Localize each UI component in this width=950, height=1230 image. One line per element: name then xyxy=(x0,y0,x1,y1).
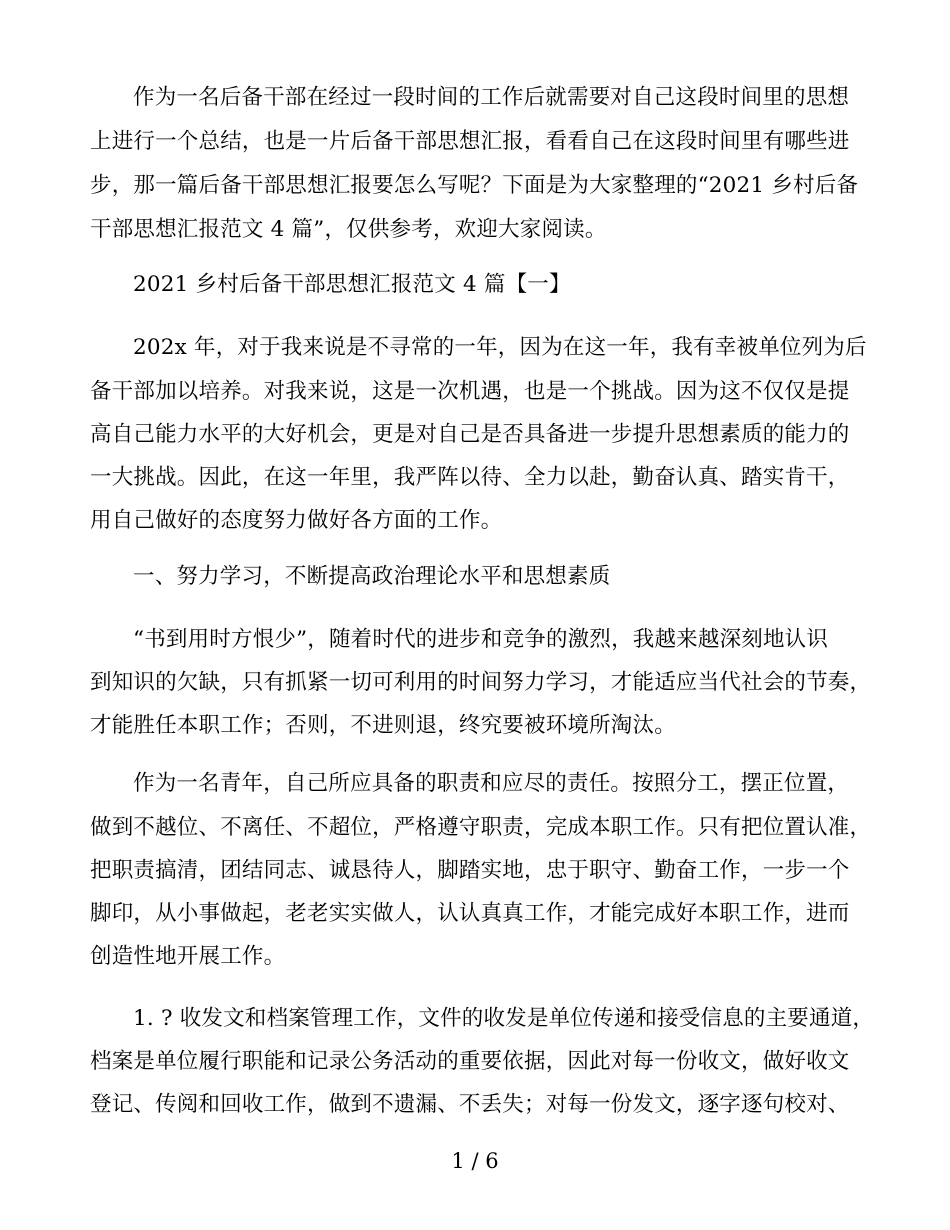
body-3-line-5: 创造性地开展工作。 xyxy=(90,944,286,969)
intro-line-1: 作为一名后备干部在经过一段时间的工作后就需要对自己这段时间里的思想 xyxy=(133,85,850,110)
body-1-line-4: 一大挑战。因此，在这一年里，我严阵以待、全力以赴，勤奋认真、踏实肯干， xyxy=(90,465,850,490)
body-4-line-1: 1. ? 收发文和档案管理工作，文件的收发是单位传递和接受信息的主要通道， xyxy=(133,1006,875,1031)
body-3-line-2: 做到不越位、不离任、不超位，严格遵守职责，完成本职工作。只有把位置认准， xyxy=(90,815,872,840)
intro-line-4: 干部思想汇报范文 4 篇”，仅供参考，欢迎大家阅读。 xyxy=(90,217,607,242)
body-4-line-2: 档案是单位履行职能和记录公务活动的重要依据，因此对每一份收文，做好收文 xyxy=(90,1049,850,1074)
body-1-line-3: 高自己能力水平的大好机会，更是对自己是否具备进一步提升思想素质的能力的 xyxy=(90,422,850,447)
body-3-line-1: 作为一名青年，自己所应具备的职责和应尽的责任。按照分工，摆正位置， xyxy=(133,771,850,796)
body-4-line-3: 登记、传阅和回收工作，做到不遗漏、不丢失；对每一份发文，逐字逐句校对、 xyxy=(90,1092,850,1117)
body-1-line-5: 用自己做好的态度努力做好各方面的工作。 xyxy=(90,508,503,533)
body-2-line-1: “书到用时方恨少”，随着时代的进步和竞争的激烈，我越来越深刻地认识 xyxy=(133,627,829,652)
body-3-line-3: 把职责搞清，团结同志、诚恳待人，脚踏实地，忠于职守、勤奋工作，一步一个 xyxy=(90,858,850,883)
body-1-line-2: 备干部加以培养。对我来说，这是一次机遇，也是一个挑战。因为这不仅仅是提 xyxy=(90,379,850,404)
intro-line-3: 步，那一篇后备干部思想汇报要怎么写呢？下面是为大家整理的“2021 乡村后备 xyxy=(90,173,859,198)
intro-line-2: 上进行一个总结，也是一片后备干部思想汇报，看看自己在这段时间里有哪些进 xyxy=(90,129,850,154)
subheading-1: 一、努力学习，不断提高政治理论水平和思想素质 xyxy=(133,564,611,589)
body-3-line-4: 脚印，从小事做起，老老实实做人，认认真真工作，才能完成好本职工作，进而 xyxy=(90,901,850,926)
body-2-line-3: 才能胜任本职工作；否则，不进则退，终究要被环境所淘汰。 xyxy=(90,713,676,738)
body-1-line-1: 202x 年，对于我来说是不寻常的一年，因为在这一年，我有幸被单位列为后 xyxy=(133,335,867,360)
page-number: 1 / 6 xyxy=(451,1149,499,1173)
body-2-line-2: 到知识的欠缺，只有抓紧一切可利用的时间努力学习，才能适应当代社会的节奏， xyxy=(90,670,872,695)
section-heading: 2021 乡村后备干部思想汇报范文 4 篇【一】 xyxy=(133,272,571,297)
